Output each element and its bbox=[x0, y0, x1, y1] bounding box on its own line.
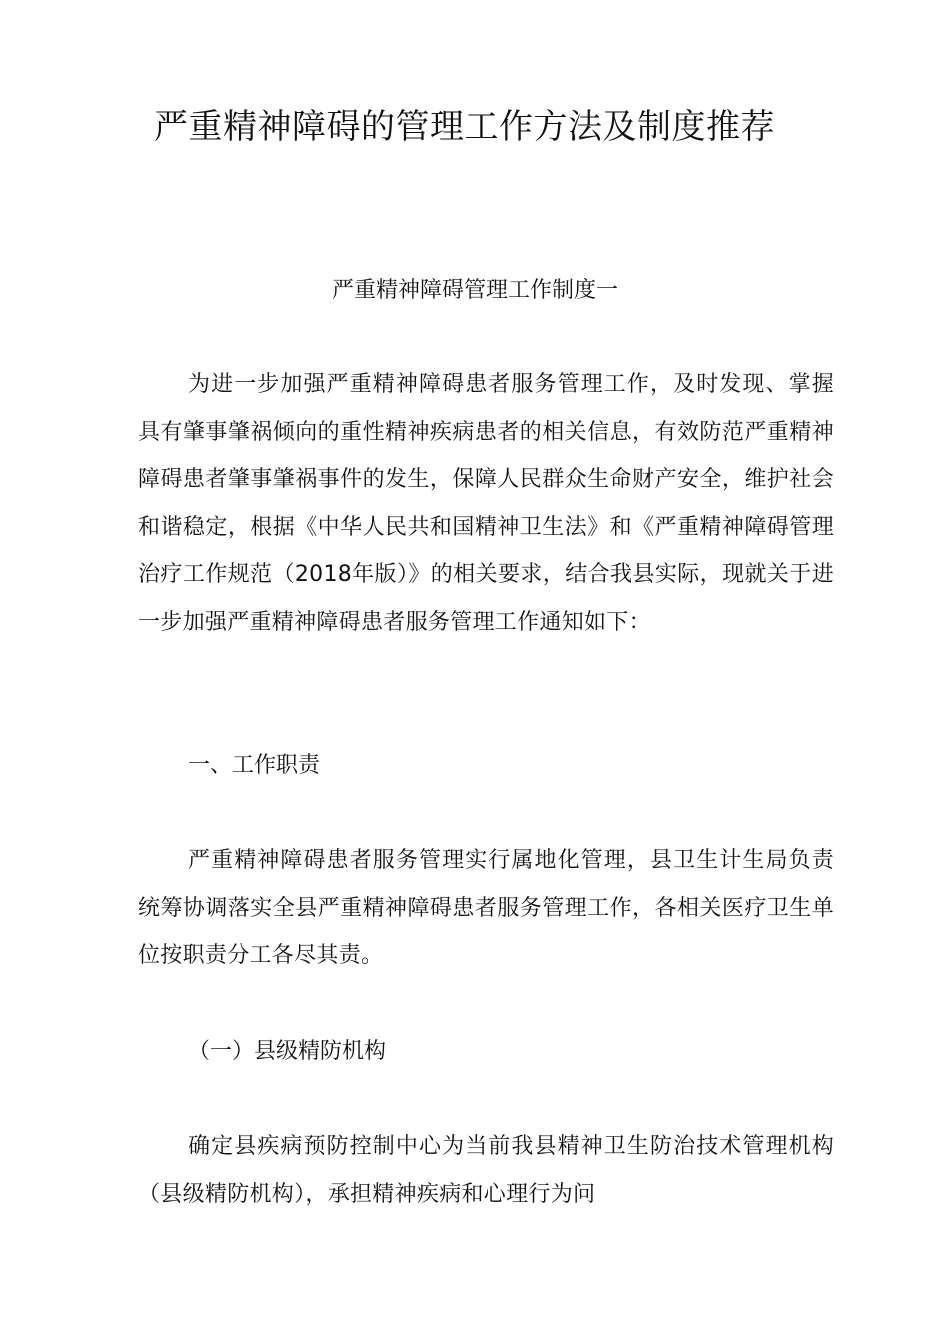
document-title: 严重精神障碍的管理工作方法及制度推荐 bbox=[154, 107, 775, 147]
document-subtitle: 严重精神障碍管理工作制度一 bbox=[331, 278, 618, 303]
intro-paragraph: 为进一步加强严重精神障碍患者服务管理工作，及时发现、掌握具有肇事肇祸倾向的重性精神疾病患者的相关信息，有效防范严重精神障碍患者肇事肇祸事件的发生，保障人民群众生命财产安全，维护社会和谐稳定，根据《中华人民共和国精神卫生法》和《严重精神障碍管理治疗工作规范（2018年版）》的相关要求，结合我县实际，现就关于进一步加强严重精神障碍患者服务管理工作通知如下： bbox=[138, 372, 834, 635]
section-heading-duties: 一、工作职责 bbox=[188, 753, 321, 778]
section-duties-paragraph: 严重精神障碍患者服务管理实行属地化管理，县卫生计生局负责统筹协调落实全县严重精神障碍患者服务管理工作，各相关医疗卫生单位按职责分工各尽其责。 bbox=[138, 848, 834, 968]
subsection-county-agency-paragraph: 确定县疾病预防控制中心为当前我县精神卫生防治技术管理机构（县级精防机构），承担精神疾病和心理行为问 bbox=[138, 1134, 834, 1207]
subsection-heading-county-agency: （一）县级精防机构 bbox=[188, 1039, 387, 1064]
